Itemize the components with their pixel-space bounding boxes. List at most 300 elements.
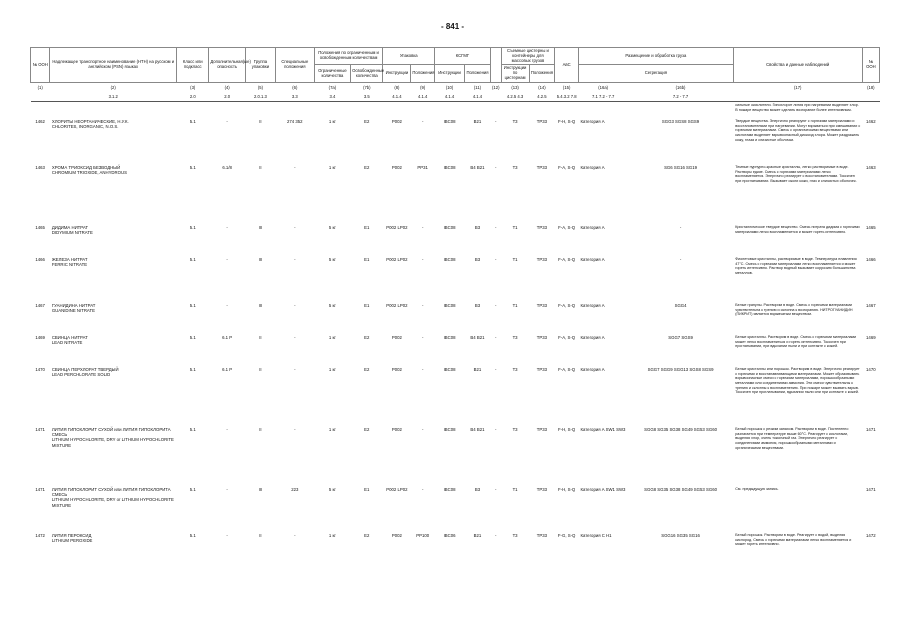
limited-quantity: 5 кг <box>328 303 336 309</box>
stowage: Категория A <box>580 303 605 309</box>
excepted-quantity: E1 <box>364 257 370 263</box>
stowage: Категория A <box>580 367 605 373</box>
name-russian: ДИДИМА НИТРАТ <box>51 225 89 231</box>
proper-shipping-name <box>50 118 177 164</box>
un-number: 1469 <box>35 335 45 341</box>
excepted-quantity: E2 <box>364 165 370 171</box>
segregation: SGG7 SGS9 <box>668 335 693 341</box>
tank-provision: TP33 <box>536 303 548 309</box>
subsidiary-hazard: 6.1 P <box>222 367 233 373</box>
col-properties: Свойства и данные наблюдений <box>733 48 862 83</box>
packing-group: II <box>259 367 262 373</box>
proper-shipping-name <box>50 302 177 334</box>
col-limited-qty: Ограниченные количества <box>314 65 351 82</box>
table-row <box>31 486 880 532</box>
special-provisions: 223 <box>291 487 299 493</box>
excepted-quantity: E2 <box>364 427 370 433</box>
tank-instruction: T1 <box>512 225 518 231</box>
tank-instruction: T3 <box>512 367 518 373</box>
col-tank-provisions: Положения <box>529 65 555 82</box>
ibc-provision: B4 B21 <box>470 335 485 341</box>
special-provisions: - <box>294 367 296 373</box>
column-number: (12) <box>492 84 500 90</box>
properties: Темные пурпурно-красные кристаллы, легко растворимые в воде. Растворы едкие. Смесь с горючими материалами легко воспламеняется. Энергично реагирует с восстановителями. Токсичен при проглатывании. Вызывает ожоги кожи, глаз и слизистых оболочек. <box>735 165 857 183</box>
limited-quantity: 1 кг <box>328 119 336 125</box>
tank-provision: TP33 <box>536 225 548 231</box>
un-number: 1466 <box>35 257 45 263</box>
col-excepted-qty: Освобожденные количества <box>351 65 383 82</box>
column-number: (14) <box>538 84 546 90</box>
name-russian: ЛИТИЯ ГИПОХЛОРИТ СУХОЙ или ЛИТИЯ ГИПОХЛОРИТА СМЕСЬ <box>51 427 171 438</box>
name-russian: ЖЕЛЕЗА НИТРАТ <box>51 257 88 263</box>
limited-quantity: 5 кг <box>328 257 336 263</box>
name-english: LEAD NITRATE <box>51 340 83 346</box>
un-number: 1471 <box>35 427 45 433</box>
column-number: (13) <box>511 84 519 90</box>
ibc-instruction: IBC08 <box>443 165 456 171</box>
name-russian: ХЛОРИТЫ НЕОРГАНИЧЕСКИЕ, Н.У.К. <box>51 119 129 125</box>
column-reference: 3.1.2 <box>50 92 177 102</box>
packing-group: III <box>258 225 263 231</box>
name-russian: ХРОМА ТРИОКСИД БЕЗВОДНЫЙ <box>51 165 121 171</box>
column-reference: 4.2.5 <box>529 92 555 102</box>
page-number: - 841 - <box>440 22 465 31</box>
name-english: LITHIUM HYPOCHLORITE, DRY or LITHIUM HYPOCHLORITE MIXTURE <box>51 497 174 508</box>
ibc-instruction: IBC08 <box>443 367 456 373</box>
column-number: (16a) <box>598 84 609 90</box>
segregation: SGG4 <box>674 303 687 309</box>
tank-provision: TP33 <box>536 427 548 433</box>
col-pack-provisions: Положения <box>411 65 435 82</box>
ibc-provision: B4 B21 <box>470 165 485 171</box>
col-12-value: - <box>495 533 497 539</box>
proper-shipping-name <box>50 224 177 256</box>
class: 5.1 <box>189 427 196 433</box>
packing-provision: - <box>421 335 424 341</box>
un-number: 1467 <box>35 303 45 309</box>
col-12 <box>490 48 501 83</box>
excepted-quantity: E2 <box>364 367 370 373</box>
un-number: 1463 <box>35 165 45 171</box>
packing-instruction: P002 LP02 <box>386 487 408 493</box>
col-ems: АвС <box>555 48 579 83</box>
ems: F-G, S-Q <box>557 533 576 539</box>
segregation: SGG8 SG35 SG38 SG49 SG53 SG60 <box>644 427 717 433</box>
properties: Белый порошок с резким запахом. Растворим в воде. Постепенно разлагается при температуре выше 60°C. Реагирует с кислотами, выделяя хлор, очень токсичный газ. Энергично реагирует с соединениями аммония, порошкообразными металлами и органическими веществами. <box>735 427 849 450</box>
tank-provision: TP33 <box>536 257 548 263</box>
ibc-instruction: IBC08 <box>443 427 456 433</box>
subsidiary-hazard: 6.1/8 <box>222 165 232 171</box>
ems: F-H, S-Q <box>558 427 576 433</box>
limited-quantity: 5 кг <box>328 225 336 231</box>
name-russian: СВИНЦА НИТРАТ <box>51 335 88 341</box>
col-segregation: Сегрегация <box>578 65 733 82</box>
packing-instruction: P002 <box>391 533 402 539</box>
table-row <box>31 532 880 564</box>
col-12-value: - <box>495 165 497 171</box>
un-number-right: 1472 <box>866 533 876 539</box>
ibc-provision: B3 <box>474 303 481 309</box>
properties: Фиолетовые кристаллы, растворимые в воде. Температура плавления 47°C. Смесь с горючими материалами легко воспламеняется и может гореть интенсивно. Раствор водный вызывает коррозию большинства металлов. <box>735 257 857 275</box>
packing-group: II <box>259 165 262 171</box>
packing-provision: - <box>421 257 424 263</box>
properties: Белые кристаллы. Растворим в воде. Смесь с горючими материалами может легко воспламениться и гореть интенсивно. Токсичен при проглатывании, при вдыхании пыли и при контакте с кожей. <box>735 335 857 349</box>
un-number: 1472 <box>35 533 45 539</box>
packing-group: II <box>259 533 262 539</box>
class: 5.1 <box>189 165 196 171</box>
col-12-value: - <box>495 225 497 231</box>
class: 5.1 <box>189 303 196 309</box>
tank-instruction: T1 <box>512 303 518 309</box>
segregation: SGG7 SGG9 SGG13 SGS8 SGS9 <box>647 367 714 373</box>
un-number-right: 1469 <box>866 335 876 341</box>
col-12-value: - <box>495 367 497 373</box>
un-number-right: 1471 <box>866 427 876 433</box>
name-english: CHLORITES, INORGANIC, N.O.S. <box>51 124 119 130</box>
column-number: (8) <box>394 84 400 90</box>
col-ibc: КСГМГ <box>435 48 491 65</box>
excepted-quantity: E2 <box>364 119 370 125</box>
packing-group: III <box>258 487 263 493</box>
special-provisions: - <box>294 335 296 341</box>
class: 5.1 <box>189 487 196 493</box>
tank-instruction: T3 <box>512 427 518 433</box>
segregation: SGG16 SG35 SG16 <box>661 533 700 539</box>
col-portable-tanks: Съемные цистерны и контейнеры для массовых грузов <box>501 48 555 65</box>
continuation-row <box>31 102 880 119</box>
table-row <box>31 366 880 426</box>
tank-instruction: T3 <box>512 119 518 125</box>
column-number: (17) <box>793 84 802 90</box>
stowage: Категория A <box>580 225 605 231</box>
ibc-instruction: IBC08 <box>443 257 456 263</box>
col-12-value: - <box>495 257 497 263</box>
table <box>30 47 880 564</box>
packing-instruction: P002 <box>391 367 402 373</box>
column-reference: 7.2 - 7.7 <box>628 92 733 102</box>
class: 5.1 <box>189 335 196 341</box>
excepted-quantity: E1 <box>364 303 370 309</box>
properties: Твердые вещества. Энергично реагируют с горючими материалами и восстановителями при нагревании. Могут взрываться при смешивании с горючими материалами. Смесь с органическими веществами или кислотами выделяет взрывоопасный диоксид хлора. Может раздражать кожу, глаза и слизистые оболочки. <box>735 119 861 142</box>
name-russian: ЛИТИЯ ПЕРОКСИД <box>51 533 92 539</box>
col-12-value: - <box>495 303 497 309</box>
column-reference: 4.1.4 <box>435 92 465 102</box>
column-number: (4) <box>224 84 230 90</box>
col-limited-excepted: Положения по ограниченным и освобожденным количествам <box>314 48 383 65</box>
class: 5.1 <box>189 367 196 373</box>
column-reference <box>733 92 862 102</box>
name-english: LEAD PERCHLORATE SOLID <box>51 372 111 378</box>
excepted-quantity: E2 <box>364 533 370 539</box>
column-reference: 3.5 <box>351 92 383 102</box>
properties: См. предыдущую запись. <box>735 487 779 492</box>
proper-shipping-name <box>50 334 177 366</box>
ems: F-A, S-Q <box>558 257 576 263</box>
packing-provision: PP31 <box>417 165 428 171</box>
ibc-instruction: IBC08 <box>443 487 456 493</box>
dangerous-goods-table <box>30 47 880 564</box>
proper-shipping-name <box>50 256 177 302</box>
limited-quantity: 1 кг <box>328 165 336 171</box>
un-number: 1462 <box>35 119 45 125</box>
col-name: Надлежащее транспортное наименование (НТН) на русском и английском (PSN) языках <box>50 48 177 83</box>
column-reference: 7.1 7.2 - 7.7 <box>578 92 627 102</box>
packing-group: II <box>259 427 262 433</box>
ems: F-A, S-Q <box>558 165 576 171</box>
col-class: Класс или подкласс <box>177 48 209 83</box>
col-12-value: - <box>495 335 497 341</box>
column-reference: 3.4 <box>314 92 351 102</box>
properties: Кристаллическое твердое вещество. Смесь нитрата дидима с горючими материалами легко воспламеняется и может гореть интенсивно. <box>735 225 860 234</box>
segregation: - <box>679 257 682 263</box>
column-reference <box>490 92 501 102</box>
stowage: Категория A <box>580 257 605 263</box>
properties: Белые гранулы. Растворим в воде. Смесь с горючими материалами чувствительна к трению и склонна к возгоранию. НИТРОГУАНИДИН (ПИКРИТ) является взрывчатым веществом. <box>735 303 853 317</box>
un-number: 1470 <box>35 367 45 373</box>
stowage: Категория A <box>580 119 605 125</box>
column-reference: 2.0 <box>177 92 209 102</box>
column-number: (18) <box>867 84 875 90</box>
limited-quantity: 5 кг <box>328 487 336 493</box>
name-russian: ГУАНИДИНА НИТРАТ <box>51 303 96 309</box>
limited-quantity: 1 кг <box>328 533 336 539</box>
ems: F-A, S-Q <box>558 335 576 341</box>
packing-instruction: P002 LP02 <box>386 303 408 309</box>
name-english: LITHIUM HYPOCHLORITE, DRY or LITHIUM HYPOCHLORITE MIXTURE <box>51 437 174 448</box>
stowage: Категория A SW1 SW3 <box>580 487 626 493</box>
subsidiary-hazard: - <box>226 487 228 493</box>
col-packing-group: Группа упаковки <box>245 48 275 83</box>
ibc-provision: B4 B21 <box>470 427 485 433</box>
column-number: (11) <box>473 84 482 90</box>
ibc-provision: B3 <box>474 487 481 493</box>
col-subsidiary: Дополнительная(ые) опасность <box>209 48 246 83</box>
column-number: (7b) <box>363 84 371 90</box>
ibc-provision: B3 <box>474 225 481 231</box>
proper-shipping-name <box>50 366 177 426</box>
tank-instruction: T3 <box>512 533 518 539</box>
subsidiary-hazard: - <box>226 225 228 231</box>
ibc-provision: B21 <box>473 119 482 125</box>
segregation: SGG3 SGS8 SGS9 <box>661 119 700 125</box>
packing-group: II <box>259 335 262 341</box>
packing-instruction: P002 LP02 <box>386 257 408 263</box>
stowage: Категория C H1 <box>580 533 612 539</box>
col-12-value: - <box>495 119 497 125</box>
tank-instruction: T1 <box>512 487 518 493</box>
special-provisions: - <box>294 257 296 263</box>
packing-instruction: P002 LP02 <box>386 225 408 231</box>
class: 5.1 <box>189 119 196 125</box>
column-reference: 4.1.4 <box>411 92 435 102</box>
table-row <box>31 256 880 302</box>
col-un-no: № ООН <box>31 48 50 83</box>
packing-group: III <box>258 303 263 309</box>
name-english: FERRIC NITRATE <box>51 262 88 268</box>
packing-provision: - <box>421 303 424 309</box>
column-reference-row <box>31 92 880 102</box>
header-row-1 <box>31 48 880 65</box>
ibc-instruction: IBC08 <box>443 303 456 309</box>
ems: F-H, S-Q <box>558 119 576 125</box>
packing-provision: PP100 <box>416 533 430 539</box>
table-row <box>31 224 880 256</box>
name-english: CHROMIUM TRIOXIDE, ANHYDROUS <box>51 170 127 176</box>
excepted-quantity: E1 <box>364 225 370 231</box>
col-ibc-provisions: Положения <box>465 65 491 82</box>
ibc-provision: B21 <box>473 533 482 539</box>
excepted-quantity: E2 <box>364 335 370 341</box>
excepted-quantity: E1 <box>364 487 370 493</box>
packing-provision: - <box>421 119 424 125</box>
col-ibc-instructions: Инструкции <box>435 65 465 82</box>
name-english: LITHIUM PEROXIDE <box>51 538 93 544</box>
subsidiary-hazard: - <box>226 303 228 309</box>
table-body <box>31 82 880 564</box>
name-english: DIDYMIUM NITRATE <box>51 230 93 236</box>
table-row <box>31 426 880 486</box>
col-12-value: - <box>495 487 497 493</box>
proper-shipping-name <box>50 164 177 224</box>
stowage: Категория A <box>580 165 605 171</box>
un-number-right: 1466 <box>866 257 876 263</box>
column-reference: 4.1.4 <box>465 92 491 102</box>
stowage: Категория A SW1 SW3 <box>580 427 626 433</box>
ibc-instruction: IBC08 <box>443 119 456 125</box>
table-row <box>31 118 880 164</box>
special-provisions: - <box>294 533 296 539</box>
column-number: (6) <box>292 84 298 90</box>
table-row <box>31 302 880 334</box>
tank-provision: TP33 <box>536 487 548 493</box>
packing-instruction: P002 <box>391 427 402 433</box>
properties: Белые кристаллы или порошок. Растворим в воде. Энергично реагирует с горючими и восстанавливающими материалами. Может образовывать взрывоопасные смеси с горючими материалами, порошкообразными металлами или соединениями аммония. Эти смеси чувствительны к трению и склонны к воспламенению. При пожаре может вызвать взрыв. Токсичен при проглатывании, вдыхании пыли или при контакте с кожей. <box>735 367 860 395</box>
packing-provision: - <box>421 225 424 231</box>
special-provisions: - <box>294 165 296 171</box>
limited-quantity: 1 кг <box>328 335 336 341</box>
segregation: SG6 SG16 SG19 <box>664 165 698 171</box>
subsidiary-hazard: - <box>226 119 228 125</box>
column-number: (3) <box>190 84 196 90</box>
ibc-instruction: IBC08 <box>443 335 456 341</box>
tank-instruction: T3 <box>512 165 518 171</box>
packing-instruction: P002 <box>391 119 402 125</box>
ibc-instruction: IBC08 <box>443 225 456 231</box>
column-reference: 5.4.3.2 7.8 <box>555 92 579 102</box>
un-number-right: 1471 <box>866 487 876 493</box>
column-reference: 4.2.5 4.3 <box>501 92 529 102</box>
subsidiary-hazard: - <box>226 257 228 263</box>
un-number-right: 1470 <box>866 367 876 373</box>
properties: Белый порошок. Растворим в воде. Реагирует с водой, выделяя кислород. Смесь с горючими материалами легко воспламеняется и может гореть интенсивно. <box>735 533 852 547</box>
ibc-provision: B21 <box>473 367 482 373</box>
table-row <box>31 164 880 224</box>
table-row <box>31 334 880 366</box>
packing-instruction: P002 <box>391 335 402 341</box>
packing-provision: - <box>421 367 424 373</box>
properties-continuation: сильные окислители. Гипохлорит лития при нагревании выделяет хлор. В пожаре вещество может сделать возгорание более интенсивным. <box>735 103 859 112</box>
col-stowage: Размещение и обработка груза <box>578 48 733 65</box>
class: 5.1 <box>189 225 196 231</box>
column-number: (7a) <box>328 84 337 90</box>
class: 5.1 <box>189 533 196 539</box>
un-number-right: 1465 <box>866 225 876 231</box>
name-russian: СВИНЦА ПЕРХЛОРАТ ТВЕРДЫЙ <box>51 367 119 373</box>
column-number: (9) <box>420 84 426 90</box>
subsidiary-hazard: - <box>226 427 228 433</box>
ems: F-H, S-Q <box>558 487 576 493</box>
tank-instruction: T1 <box>512 257 518 263</box>
column-number: (15) <box>562 84 571 90</box>
name-english: GUANIDINE NITRATE <box>51 308 95 314</box>
col-un-no-right: № ООН <box>862 48 879 83</box>
column-number: (10) <box>445 84 454 90</box>
tank-provision: TP33 <box>536 367 548 373</box>
col-special-provisions: Специальные положения <box>275 48 314 83</box>
name-russian: ЛИТИЯ ГИПОХЛОРИТ СУХОЙ или ЛИТИЯ ГИПОХЛОРИТА СМЕСЬ <box>51 487 171 498</box>
packing-group: III <box>258 257 263 263</box>
un-number: 1471 <box>35 487 45 493</box>
un-number: 1465 <box>35 225 45 231</box>
column-reference <box>862 92 879 102</box>
proper-shipping-name <box>50 426 177 486</box>
special-provisions: - <box>294 225 296 231</box>
column-reference: 2.0 <box>209 92 246 102</box>
subsidiary-hazard: 6.1 P <box>222 335 233 341</box>
tank-provision: TP33 <box>536 119 548 125</box>
class: 5.1 <box>189 257 196 263</box>
ems: F-A, S-Q <box>558 367 576 373</box>
column-reference: 4.1.4 <box>383 92 411 102</box>
col-tank-instructions: Инструкции по цистернам <box>501 65 529 82</box>
column-number-row <box>31 82 880 92</box>
tank-provision: TP33 <box>536 335 548 341</box>
column-number: (5) <box>257 84 263 90</box>
column-reference: 3.3 <box>275 92 314 102</box>
stowage: Категория A <box>580 335 605 341</box>
un-number-right: 1462 <box>866 119 876 125</box>
tank-instruction: T3 <box>512 335 518 341</box>
tank-provision: TP33 <box>536 165 548 171</box>
column-reference: 2.0.1.3 <box>245 92 275 102</box>
column-reference <box>31 92 50 102</box>
proper-shipping-name <box>50 532 177 564</box>
segregation: SGG8 SG35 SG38 SG49 SG53 SG60 <box>644 487 717 493</box>
col-packaging: Упаковка <box>383 48 435 65</box>
un-number-right: 1463 <box>866 165 876 171</box>
special-provisions: 274 352 <box>287 119 303 125</box>
proper-shipping-name <box>50 486 177 532</box>
special-provisions: - <box>294 303 296 309</box>
limited-quantity: 1 кг <box>328 367 336 373</box>
ibc-provision: B3 <box>474 257 481 263</box>
special-provisions: - <box>294 427 296 433</box>
packing-provision: - <box>421 427 424 433</box>
subsidiary-hazard: - <box>226 533 228 539</box>
packing-provision: - <box>421 487 424 493</box>
ems: F-A, S-Q <box>558 225 576 231</box>
un-number-right: 1467 <box>866 303 876 309</box>
col-12-value: - <box>495 427 497 433</box>
column-number: (1) <box>37 84 43 90</box>
ibc-instruction: IBC06 <box>443 533 456 539</box>
segregation: - <box>679 225 682 231</box>
tank-provision: TP33 <box>536 533 548 539</box>
packing-group: II <box>259 119 262 125</box>
col-pack-instructions: Инструкции <box>383 65 411 82</box>
ems: F-A, S-Q <box>558 303 576 309</box>
column-number: (16b) <box>675 84 686 90</box>
